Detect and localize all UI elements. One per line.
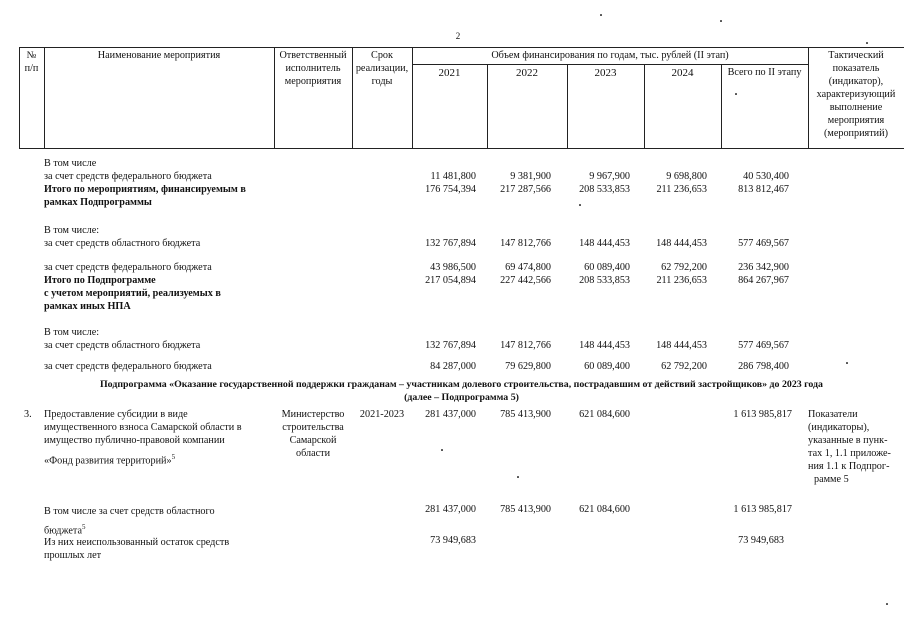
item-indicator: Показатели bbox=[808, 409, 858, 420]
scan-speck bbox=[517, 476, 519, 478]
row-label: В том числе за счет средств областного bbox=[44, 506, 215, 517]
cell-2023: 148 444,453 bbox=[579, 340, 630, 351]
header-ind-4: характеризующий bbox=[816, 89, 896, 100]
item-indicator: тах 1, 1.1 приложе- bbox=[808, 448, 891, 459]
page-number: 2 bbox=[455, 31, 461, 41]
cell-2023: 621 084,600 bbox=[579, 409, 630, 420]
item-resp: Министерство bbox=[281, 409, 345, 420]
header-num: № bbox=[26, 50, 37, 61]
cell-2021: 73 949,683 bbox=[430, 535, 476, 546]
cell-2024: 62 792,200 bbox=[661, 262, 707, 273]
cell-2021: 132 767,894 bbox=[425, 238, 476, 249]
header-resp-1: Ответственный bbox=[279, 50, 347, 61]
cell-2023: 208 533,853 bbox=[579, 184, 630, 195]
header-bottom-border bbox=[19, 148, 904, 149]
cell-total: 40 530,400 bbox=[743, 171, 789, 182]
row-label: рамках иных НПА bbox=[44, 301, 131, 312]
cell-2022: 147 812,766 bbox=[500, 340, 551, 351]
row-label: за счет средств областного бюджета bbox=[44, 340, 201, 351]
cell-2021: 132 767,894 bbox=[425, 340, 476, 351]
scan-speck bbox=[735, 93, 737, 95]
item-indicator: ния 1.1 к Подпрог- bbox=[808, 461, 890, 472]
row-label: прошлых лет bbox=[44, 550, 102, 561]
cell-2024: 211 236,653 bbox=[656, 275, 707, 286]
header-term-2: реализации, bbox=[355, 63, 409, 74]
item-indicator: указанные в пунк- bbox=[808, 435, 888, 446]
cell-2022: 785 413,900 bbox=[500, 409, 551, 420]
row-label: Итого по Подпрограмме bbox=[44, 275, 156, 286]
header-ind-6: мероприятия bbox=[827, 115, 885, 126]
header-ind-7: (мероприятий) bbox=[824, 128, 888, 139]
row-label: рамках Подпрограммы bbox=[44, 197, 152, 208]
row-label: за счет средств федерального бюджета bbox=[44, 171, 212, 182]
header-total: Всего по II этапу bbox=[727, 67, 802, 78]
scan-speck bbox=[600, 14, 602, 16]
subprogram-subtitle: (далее – Подпрограмма 5) bbox=[404, 392, 519, 403]
header-year-2023: 2023 bbox=[594, 67, 617, 79]
cell-2023: 208 533,853 bbox=[579, 275, 630, 286]
item-resp: Самарской bbox=[289, 435, 337, 446]
row-label: за счет средств областного бюджета bbox=[44, 238, 201, 249]
header-name: Наименование мероприятия bbox=[97, 50, 221, 61]
row-label bbox=[44, 521, 85, 538]
finance-divider bbox=[412, 64, 808, 65]
item-num: 3. bbox=[24, 409, 32, 420]
row-label: Из них неиспользованный остаток средств bbox=[44, 537, 230, 548]
header-ind-2: показатель bbox=[832, 63, 880, 74]
header-ind-3: (индикатор), bbox=[828, 76, 884, 87]
cell-2022: 227 442,566 bbox=[500, 275, 551, 286]
row-label: В том числе bbox=[44, 158, 97, 169]
item-name-text: «Фонд развития территорий» bbox=[44, 455, 172, 467]
header-term-3: годы bbox=[371, 76, 393, 87]
header-ind-5: выполнение bbox=[829, 102, 883, 113]
header-term-1: Срок bbox=[371, 50, 393, 61]
cell-2024: 148 444,453 bbox=[656, 340, 707, 351]
scan-speck bbox=[720, 20, 722, 22]
header-resp-3: мероприятия bbox=[284, 76, 342, 87]
row-label: В том числе: bbox=[44, 327, 100, 338]
cell-2022: 217 287,566 bbox=[500, 184, 551, 195]
cell-2022: 147 812,766 bbox=[500, 238, 551, 249]
cell-total: 577 469,567 bbox=[738, 340, 789, 351]
scan-speck bbox=[579, 204, 581, 206]
scan-speck bbox=[441, 449, 443, 451]
header-resp-2: исполнитель bbox=[285, 63, 341, 74]
row-label: Итого по мероприятиям, финансируемым в bbox=[44, 184, 246, 195]
item-indicator: (индикаторы), bbox=[808, 422, 870, 433]
cell-2021: 11 481,800 bbox=[430, 171, 476, 182]
header-ind-1: Тактический bbox=[828, 50, 884, 61]
cell-total: 1 613 985,817 bbox=[733, 409, 792, 420]
cell-total: 577 469,567 bbox=[738, 238, 789, 249]
cell-2021: 84 287,000 bbox=[430, 361, 476, 372]
item-name bbox=[44, 451, 175, 468]
row-label: с учетом мероприятий, реализуемых в bbox=[44, 288, 221, 299]
cell-2022: 9 381,900 bbox=[510, 171, 551, 182]
cell-2021: 176 754,394 bbox=[425, 184, 476, 195]
cell-2022: 79 629,800 bbox=[505, 361, 551, 372]
subprogram-title: Подпрограмма «Оказание государственной поддержки гражданам – участникам долевого строительства, пострадавшим от действий застройщиков» до 2023 года bbox=[100, 379, 823, 390]
item-name: имущество публично-правовой компании bbox=[44, 435, 225, 446]
cell-2022: 785 413,900 bbox=[500, 504, 551, 515]
cell-2024: 148 444,453 bbox=[656, 238, 707, 249]
cell-total: 864 267,967 bbox=[738, 275, 789, 286]
cell-2021: 281 437,000 bbox=[425, 504, 476, 515]
item-term: 2021-2023 bbox=[359, 409, 405, 420]
cell-2023: 9 967,900 bbox=[589, 171, 630, 182]
header-top-border bbox=[19, 47, 904, 48]
item-name: Предоставление субсидии в виде bbox=[44, 409, 188, 420]
cell-2024: 211 236,653 bbox=[656, 184, 707, 195]
row-label: за счет средств федерального бюджета bbox=[44, 262, 212, 273]
row-label: В том числе: bbox=[44, 225, 100, 236]
cell-total: 236 342,900 bbox=[738, 262, 789, 273]
item-indicator: рамме 5 bbox=[814, 474, 849, 485]
scan-speck bbox=[846, 362, 848, 364]
cell-2023: 60 089,400 bbox=[584, 361, 630, 372]
item-resp: области bbox=[295, 448, 331, 459]
footnote-mark: 5 bbox=[171, 453, 176, 461]
row-label: за счет средств федерального бюджета bbox=[44, 361, 212, 372]
scan-speck bbox=[886, 603, 888, 605]
cell-total: 286 798,400 bbox=[738, 361, 789, 372]
cell-total: 813 812,467 bbox=[738, 184, 789, 195]
cell-total: 1 613 985,817 bbox=[733, 504, 792, 515]
row-label-text: бюджета bbox=[44, 525, 82, 537]
cell-total: 73 949,683 bbox=[738, 535, 784, 546]
cell-2023: 148 444,453 bbox=[579, 238, 630, 249]
cell-2024: 9 698,800 bbox=[666, 171, 707, 182]
footnote-mark: 5 bbox=[81, 523, 86, 531]
cell-2023: 60 089,400 bbox=[584, 262, 630, 273]
cell-2024: 62 792,200 bbox=[661, 361, 707, 372]
cell-2021: 217 054,894 bbox=[425, 275, 476, 286]
header-year-2024: 2024 bbox=[671, 67, 694, 79]
scan-speck bbox=[866, 42, 868, 44]
cell-2021: 281 437,000 bbox=[425, 409, 476, 420]
item-resp: строительства bbox=[282, 422, 344, 433]
cell-2021: 43 986,500 bbox=[430, 262, 476, 273]
header-num2: п/п bbox=[24, 63, 39, 74]
header-finance: Объем финансирования по годам, тыс. рублей (II этап) bbox=[491, 50, 729, 61]
cell-2023: 621 084,600 bbox=[579, 504, 630, 515]
header-year-2021: 2021 bbox=[438, 67, 461, 79]
item-name: имущественного взноса Самарской области в bbox=[44, 422, 242, 433]
cell-2022: 69 474,800 bbox=[505, 262, 551, 273]
header-year-2022: 2022 bbox=[516, 67, 538, 79]
